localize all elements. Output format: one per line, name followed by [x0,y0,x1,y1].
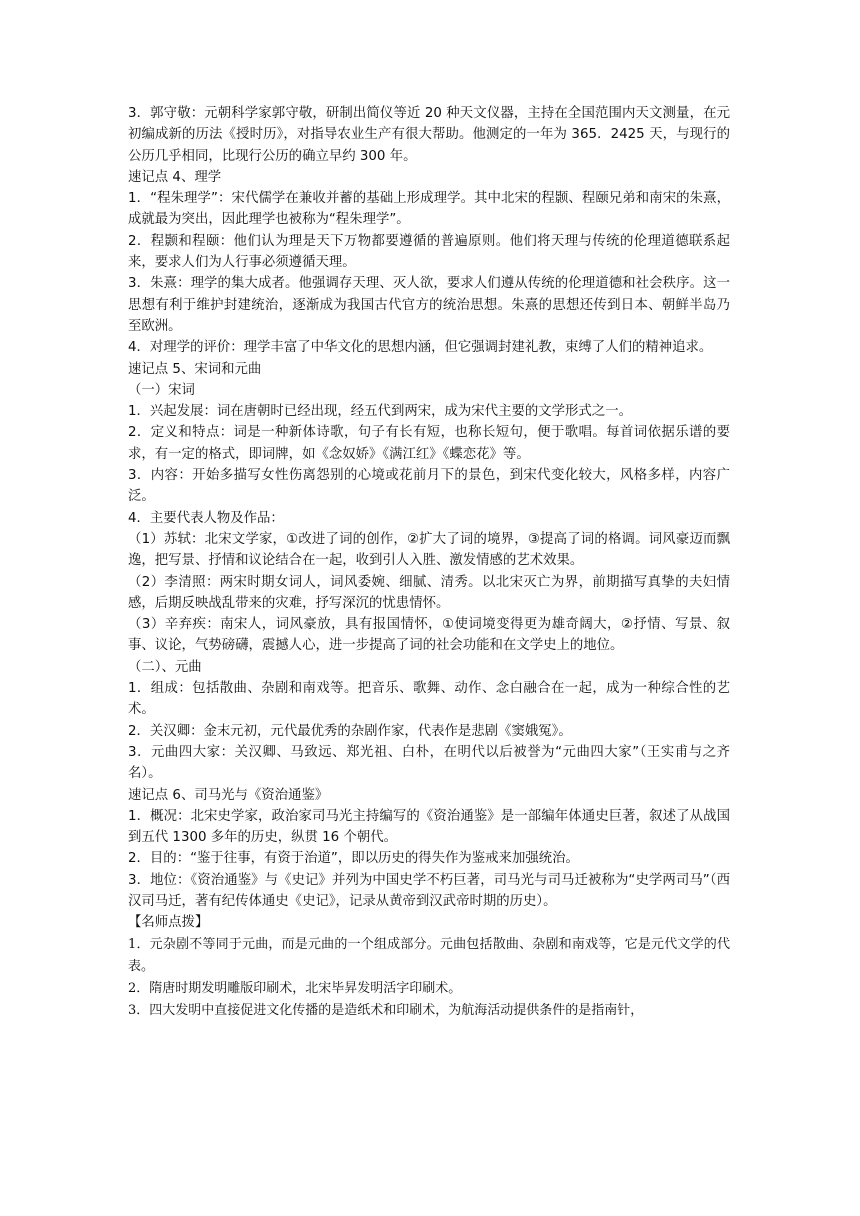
paragraph-xin-qiji: （3）辛弃疾：南宋人，词风豪放，具有报国情怀，①使词境变得更为雄奇阔大，②抒情、写景、叙事、议论，气势磅礴，震撼人心，进一步提高了词的社会功能和在文学史上的地位。 [128,617,730,654]
paragraph-chengzhu-lixue: 1．“程朱理学”：宋代儒学在兼收并蓄的基础上形成理学。其中北宋的程颢、程颐兄弟和南宋的朱熹，成就最为突出，因此理学也被称为“程朱理学”。 [128,191,730,228]
section-heading-zizhi-tongjian: 速记点 6、司马光与《资治通鉴》 [128,787,329,803]
paragraph-tongjian-overview: 1．概况：北宋史学家，政治家司马光主持编写的《资治通鉴》是一部编年体通史巨著，叙述了从战国到五代 1300 多年的历史，纵贯 16 个朝代。 [128,808,730,846]
paragraph-guo-shoujing: 3．郭守敬：元朝科学家郭守敬，研制出简仪等近 20 种天文仪器，主持在全国范围内天文测量，在元初编成新的历法《授时历》，对指导农业生产有很大帮助。他测定的一年为 365．2425 天，与现行的公历几乎相同，比现行公历的确立早约 300 年。 [128,106,730,164]
subheading-songci: （一）宋词 [128,382,195,398]
section-heading-lixue: 速记点 4、理学 [128,169,222,185]
paragraph-tip-zaju: 1．元杂剧不等同于元曲，而是元曲的一个组成部分。元曲包括散曲、杂剧和南戏等，它是元代文学的代表。 [128,936,730,974]
paragraph-ci-rise: 1．兴起发展：词在唐朝时已经出现，经五代到两宋，成为宋代主要的文学形式之一。 [128,404,632,420]
subheading-teacher-tips: 【名师点拨】 [128,915,209,931]
paragraph-tip-printing: 2．隋唐时期发明雕版印刷术，北宋毕昇发明活字印刷术。 [128,980,462,996]
paragraph-ci-content: 3．内容：开始多描写女性伤离怨别的心境或花前月下的景色，到宋代变化较大，风格多样，内容广泛。 [128,468,730,505]
paragraph-guan-hanqing: 2．关汉卿：金末元初，元代最优秀的杂剧作家，代表作是悲剧《窦娥冤》。 [128,723,572,739]
paragraph-yuanqu-composition: 1．组成：包括散曲、杂剧和南戏等。把音乐、歌舞、动作、念白融合在一起，成为一种综合性的艺术。 [128,681,730,718]
paragraph-tip-inventions: 3．四大发明中直接促进文化传播的是造纸术和印刷术，为航海活动提供条件的是指南针， [128,1002,644,1018]
paragraph-yuanqu-masters: 3．元曲四大家：关汉卿、马致远、郑光祖、白朴，在明代以后被誉为“元曲四大家”（王实甫与之齐名）。 [128,744,730,782]
subheading-yuanqu: （二）、元曲 [128,659,202,675]
paragraph-tongjian-purpose: 2．目的：“鉴于往事，有资于治道”，即以历史的得失作为鉴戒来加强统治。 [128,851,579,867]
paragraph-lixue-evaluation: 4．对理学的评价：理学丰富了中华文化的思想内涵，但它强调封建礼教，束缚了人们的精神追求。 [128,340,713,356]
paragraph-chenghao-chengyi: 2．程颢和程颐：他们认为理是天下万物都要遵循的普遍原则。他们将天理与传统的伦理道德联系起来，要求人们为人行事必须遵循天理。 [128,233,730,271]
section-heading-songci-yuanqu: 速记点 5、宋词和元曲 [128,361,262,377]
paragraph-sushi: （1）苏轼：北宋文学家，①改进了词的创作，②扩大了词的境界，③提高了词的格调。词风豪迈而飘逸，把写景、抒情和议论结合在一起，收到引人入胜、激发情感的艺术效果。 [128,531,730,569]
document-page [128,103,730,1022]
paragraph-zhuxi: 3．朱熹：理学的集大成者。他强调存天理、灭人欲，要求人们遵从传统的伦理道德和社会秩序。这一思想有利于维护封建统治，逐渐成为我国古代官方的统治思想。朱熹的思想还传到日本、朝鲜半岛乃至欧洲。 [128,276,730,334]
paragraph-tongjian-status: 3．地位：《资治通鉴》与《史记》并列为中国史学不朽巨著，司马光与司马迁被称为“史学两司马”（西汉司马迁，著有纪传体通史《史记》，记录从黄帝到汉武帝时期的历史）。 [128,872,730,909]
paragraph-ci-definition: 2．定义和特点：词是一种新体诗歌，句子有长有短，也称长短句，便于歌唱。每首词依据乐谱的要求，有一定的格式，即词牌，如《念奴娇》《满江红》《蝶恋花》等。 [128,425,730,462]
paragraph-ci-representatives: 4．主要代表人物及作品： [128,510,284,526]
paragraph-li-qingzhao: （2）李清照：两宋时期女词人，词风委婉、细腻、清秀。以北宋灭亡为界，前期描写真挚的夫妇情感，后期反映战乱带来的灾难，抒写深沉的忧患情怀。 [128,574,730,611]
